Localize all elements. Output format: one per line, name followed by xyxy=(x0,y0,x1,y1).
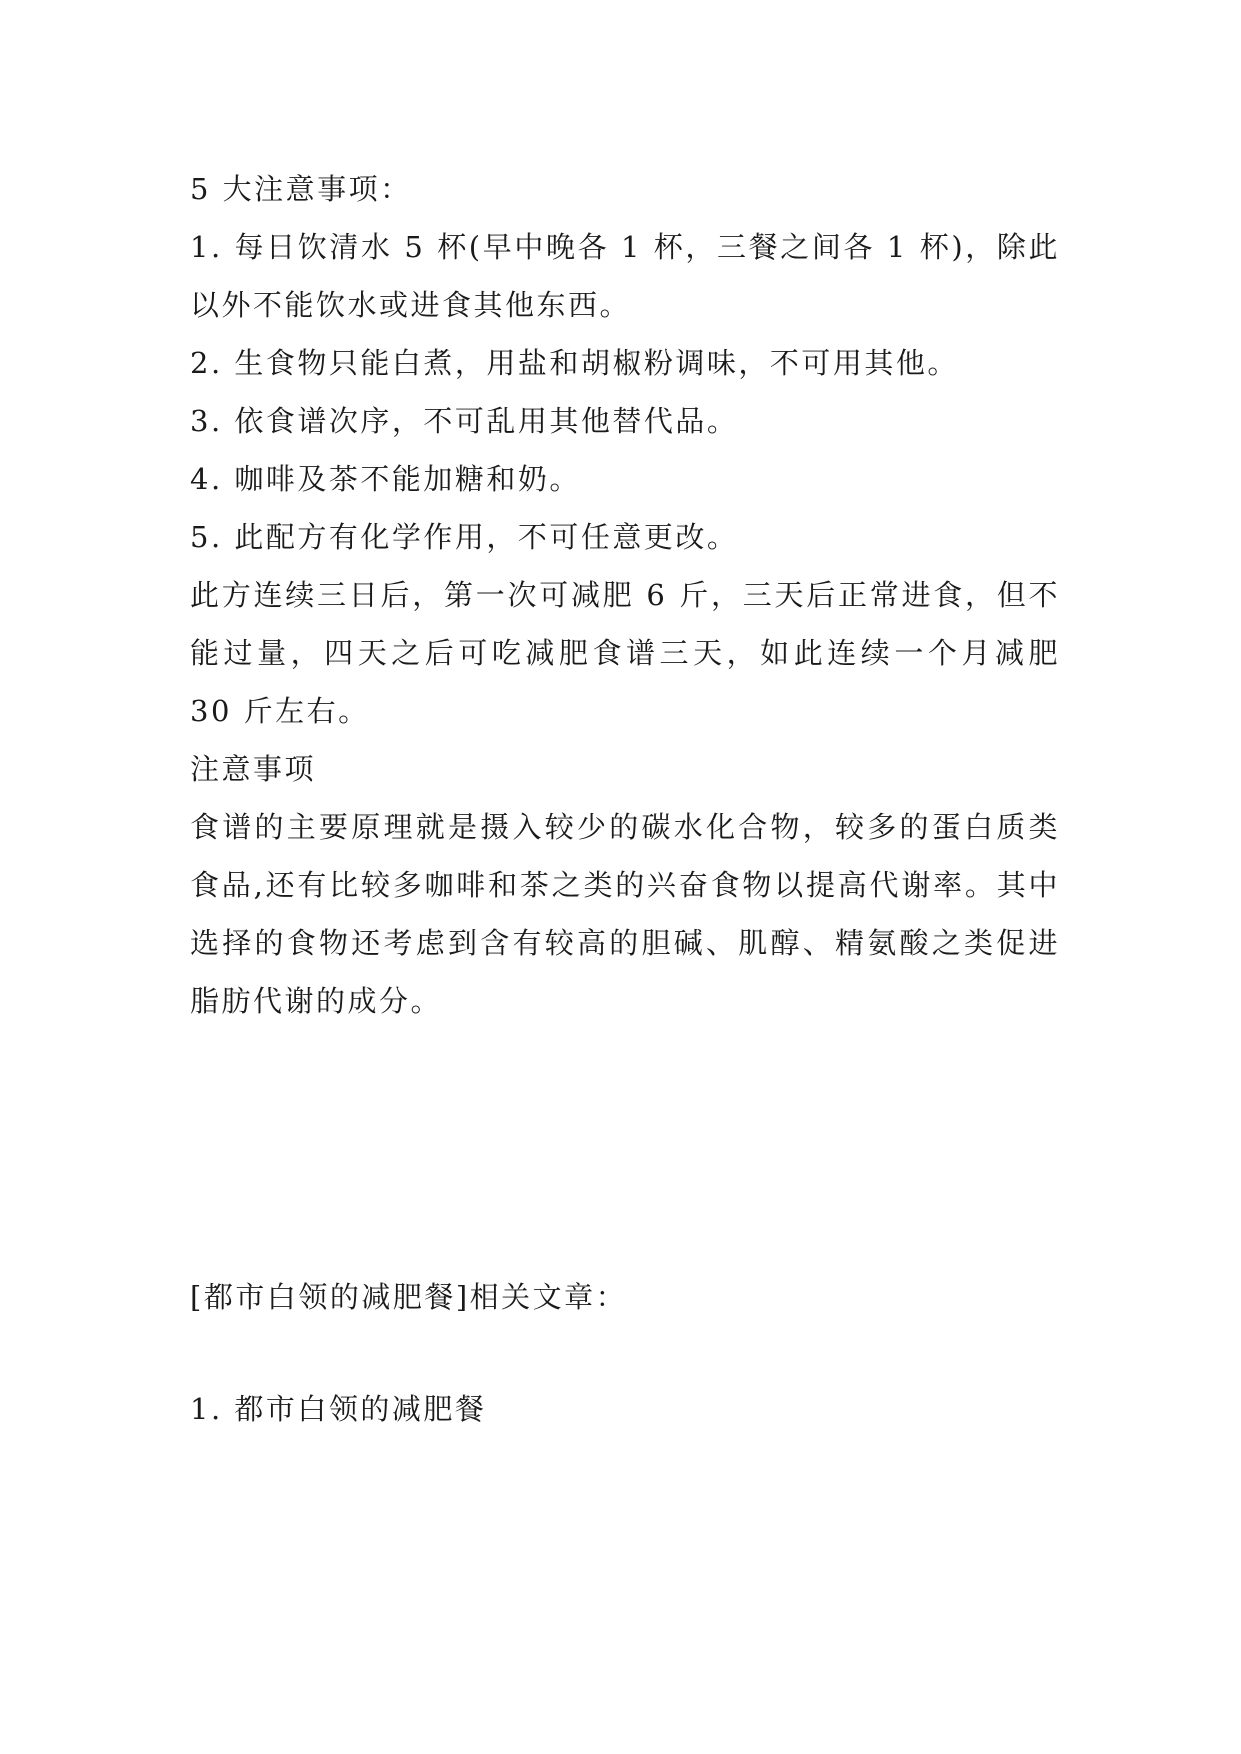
related-articles-heading: [都市白领的减肥餐]相关文章： xyxy=(190,1280,628,1314)
note-item-4: 4. 咖啡及茶不能加糖和奶。 xyxy=(190,462,581,496)
note-item-1: 1. 每日饮清水 5 杯(早中晚各 1 杯，三餐之间各 1 杯)，除此以外不能饮水或进食其他东西。 xyxy=(190,230,1060,322)
notes-heading: 5 大注意事项： xyxy=(190,172,412,206)
note-item-5: 5. 此配方有化学作用，不可任意更改。 xyxy=(190,520,739,554)
note-item-2: 2. 生食物只能白煮，用盐和胡椒粉调味，不可用其他。 xyxy=(190,346,959,380)
related-article-link[interactable]: 1. 都市白领的减肥餐 xyxy=(190,1392,487,1426)
document-body xyxy=(190,160,1060,1030)
principle-paragraph: 食谱的主要原理就是摄入较少的碳水化合物，较多的蛋白质类食品,还有比较多咖啡和茶之类的兴奋食物以提高代谢率。其中选择的食物还考虑到含有较高的胆碱、肌醇、精氨酸之类促进脂肪代谢的成分。 xyxy=(190,810,1060,1018)
section-heading: 注意事项 xyxy=(190,752,317,786)
result-paragraph: 此方连续三日后，第一次可减肥 6 斤，三天后正常进食，但不能过量，四天之后可吃减肥食谱三天，如此连续一个月减肥 30 斤左右。 xyxy=(190,578,1060,728)
note-item-3: 3. 依食谱次序，不可乱用其他替代品。 xyxy=(190,404,739,438)
